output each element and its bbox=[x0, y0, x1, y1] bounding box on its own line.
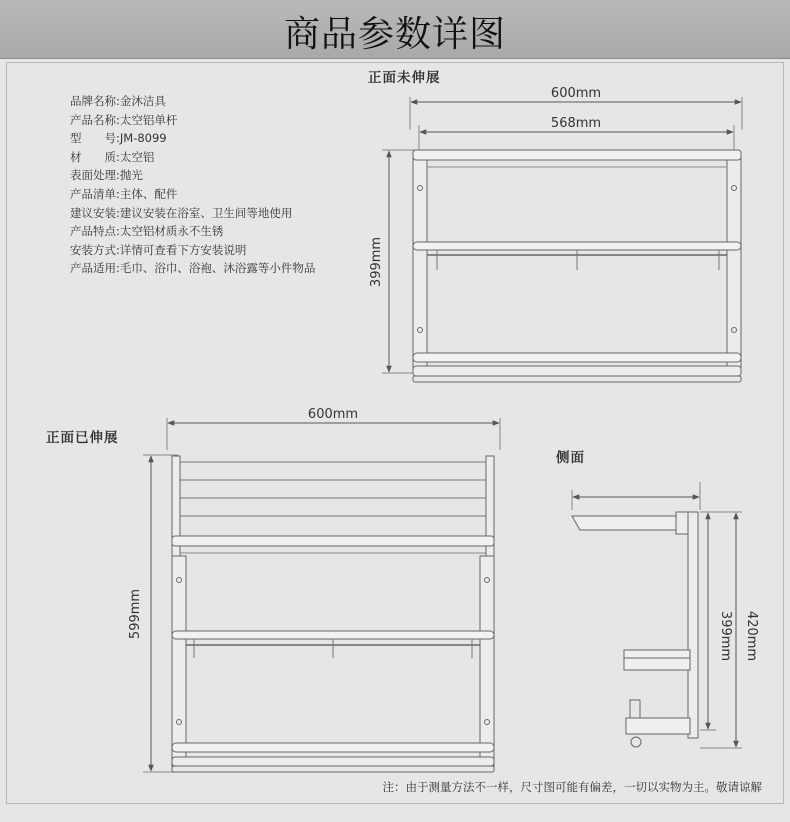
dim-extended-height: 599mm bbox=[128, 588, 143, 640]
dim-folded-width: 600mm bbox=[550, 86, 602, 101]
front-extended-drawing bbox=[143, 418, 500, 772]
spec-row-finish: 表面处理:抛光 bbox=[70, 168, 143, 183]
dim-extended-width: 600mm bbox=[307, 407, 359, 422]
spec-row-features: 产品特点:太空铝材质永不生锈 bbox=[70, 224, 224, 239]
front-folded-drawing bbox=[382, 97, 742, 382]
section-title-side: 侧面 bbox=[556, 450, 585, 466]
dim-side-height-total: 420mm bbox=[744, 610, 759, 662]
spec-row-package: 产品清单:主体、配件 bbox=[70, 186, 178, 201]
section-title-front-folded: 正面未伸展 bbox=[368, 70, 441, 86]
spec-row-brand: 品牌名称:金沐洁具 bbox=[70, 94, 166, 108]
dim-side-height: 399mm bbox=[718, 610, 733, 662]
section-title-front-extended: 正面已伸展 bbox=[46, 430, 119, 446]
spec-row-install-method: 安装方式:详情可查看下方安装说明 bbox=[70, 242, 247, 257]
disclaimer-note: 注：由于测量方法不一样，尺寸图可能有偏差，一切以实物为主。敬请谅解 bbox=[382, 780, 762, 794]
spec-row-model: 型 号:JM-8099 bbox=[70, 131, 167, 146]
side-view-drawing bbox=[572, 482, 742, 748]
spec-row-usage: 产品适用:毛巾、浴巾、浴袍、沐浴露等小件物品 bbox=[70, 261, 316, 276]
spec-row-install-location: 建议安装:建议安装在浴室、卫生间等地使用 bbox=[70, 205, 293, 220]
spec-row-product-name: 产品名称:太空铝单杆 bbox=[70, 112, 178, 127]
page-title: 商品参数详图 bbox=[283, 14, 506, 55]
dim-folded-height: 399mm bbox=[369, 236, 384, 288]
spec-row-material: 材 质:太空铝 bbox=[70, 149, 155, 164]
dim-folded-inner-width: 568mm bbox=[550, 116, 602, 131]
